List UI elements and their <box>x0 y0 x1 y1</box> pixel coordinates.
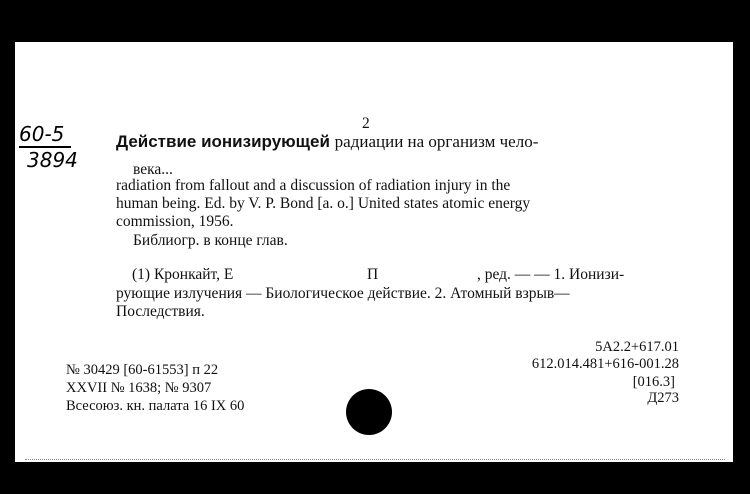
classification-line2: 612.014.481+616-001.28 <box>531 356 679 372</box>
punch-hole <box>346 389 392 435</box>
classification-line1: 5А2.2+617.01 <box>595 339 679 355</box>
catalog-card <box>15 42 733 462</box>
card-title <box>116 132 538 152</box>
title-bold: Действие ионизирующей <box>116 132 330 151</box>
title-continuation: века... <box>133 161 173 178</box>
call-number-bottom: 3894 <box>27 148 78 172</box>
registry-line2: XXVII № 1638; № 9307 <box>66 380 212 396</box>
registry-line3: Всесоюз. кн. палата 16 IX 60 <box>66 398 245 414</box>
title-rest: радиации на организм чело- <box>334 132 539 151</box>
bottom-rule <box>25 459 725 460</box>
original-title-line3: commission, 1956. <box>116 213 234 230</box>
call-number-top: 60-5 <box>19 122 65 146</box>
registry-line1: № 30429 [60-61553] п 22 <box>66 362 219 378</box>
classification-line4: Д273 <box>647 390 679 406</box>
classification-line3: [016.3] <box>632 374 675 390</box>
original-title-line2: human being. Ed. by V. P. Bond [a. o.] United states atomic energy <box>116 195 531 212</box>
tracing-line1-c: , ред. — — 1. Ионизи- <box>477 266 625 283</box>
tracing-line1-b: П <box>367 266 379 283</box>
bibliography-note: Библиогр. в конце глав. <box>133 232 288 249</box>
original-title-line1: radiation from fallout and a discussion of radiation injury in the <box>116 177 511 194</box>
tracing-line2: рующие излучения — Биологическое действие. 2. Атомный взрыв— <box>116 285 570 302</box>
tracing-line1-a: (1) Кронкайт, Е <box>132 266 234 283</box>
card-number: 2 <box>362 115 370 132</box>
tracing-line3: Последствия. <box>116 303 205 320</box>
